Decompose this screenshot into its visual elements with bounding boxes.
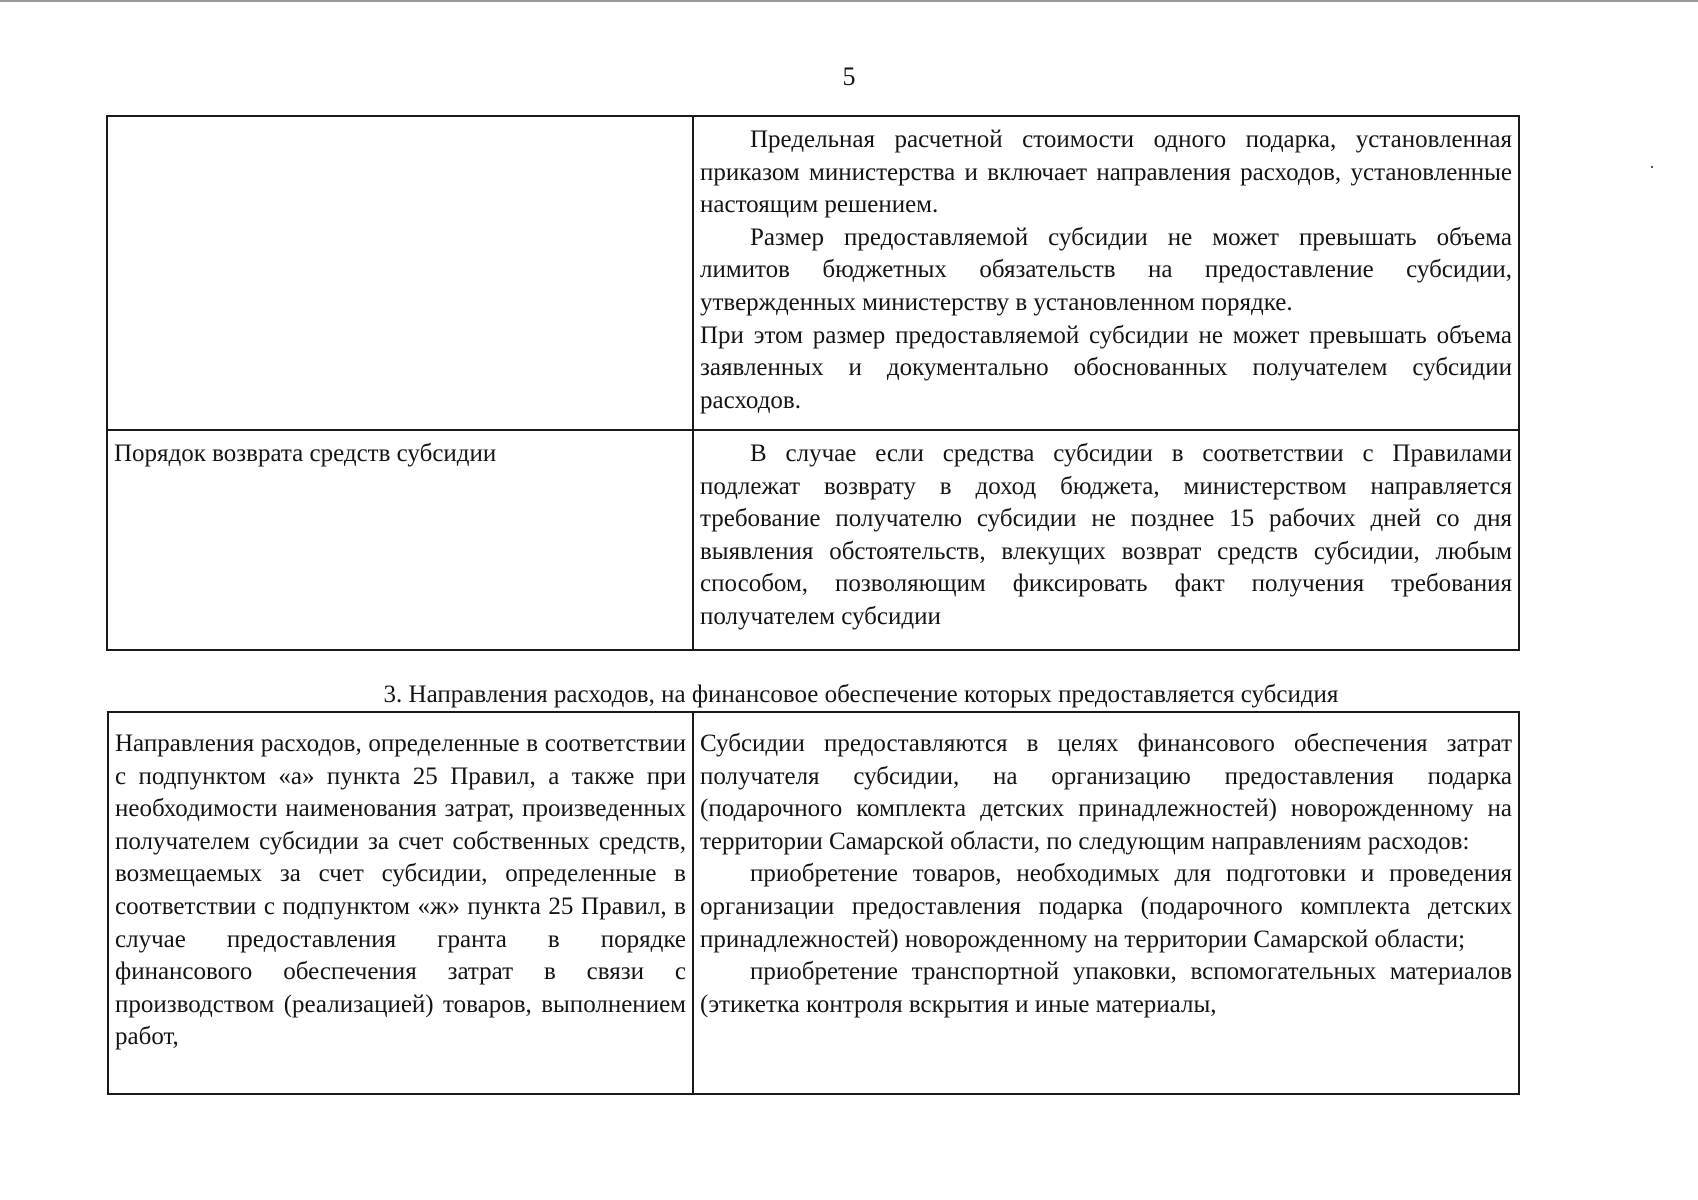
table-row	[107, 430, 1519, 650]
paragraph-subsidy-expenses: При этом размер предоставляемой субсидии не может превышать объема заявленных и документально обоснованных получателем субсидии расходов.	[700, 321, 1512, 414]
table-row	[108, 712, 1519, 1094]
section-title: 3. Направления расходов, на финансовое обеспечение которых предоставляется субсидия	[383, 681, 1339, 708]
expense-directions-table	[107, 711, 1520, 1095]
paragraph-goods-purchase: приобретение товаров, необходимых для подготовки и проведения организации предоставления подарка (подарочного комплекта детских принадлежностей) новорожденному на территории Самарской области;	[700, 860, 1512, 953]
row-label-empty	[107, 116, 693, 430]
refund-procedure-cell	[693, 430, 1519, 650]
conditions-table	[106, 115, 1520, 651]
subsidy-amount-cell	[693, 116, 1519, 430]
scan-speck	[1651, 166, 1653, 168]
row-label-refund-procedure: Порядок возврата средств субсидии	[107, 430, 693, 650]
paragraph-subsidy-limit: Размер предоставляемой субсидии не может превышать объема лимитов бюджетных обязательств на предоставление субсидии, утвержденных министерству в установленном порядке.	[700, 223, 1512, 316]
scan-top-edge	[0, 0, 1698, 2]
paragraph-max-gift-cost: Предельная расчетной стоимости одного подарка, установленная приказом министерства и включает направления расходов, установленные настоящим решением.	[700, 126, 1512, 219]
expense-directions-text: Направления расходов, определенные в соответствии с подпунктом «а» пункта 25 Правил, а также при необходимости наименования затрат, произведенных получателем субсидии за счет собственных средств, возмещаемых за счет субсидии, определенные в соответствии с подпунктом «ж» пункта 25 Правил, в случае предоставления гранта в порядке финансового обеспечения затрат в связи с производством (реализацией) товаров, выполнением работ,	[115, 730, 686, 1051]
table-row	[107, 116, 1519, 430]
expense-directions-label	[108, 712, 693, 1094]
paragraph-subsidy-purpose: Субсидии предоставляются в целях финансового обеспечения затрат получателя субсидии, на организацию предоставления подарка (подарочного комплекта детских принадлежностей) новорожденному на территории Самарской области, по следующим направлениям расходов:	[700, 730, 1512, 855]
page-number: 5	[842, 62, 856, 91]
paragraph-packaging-purchase: приобретение транспортной упаковки, вспомогательных материалов (этикетка контроля вскрытия и иные материалы,	[700, 958, 1512, 1018]
paragraph-refund-procedure: В случае если средства субсидии в соответствии с Правилами подлежат возврату в доход бюджета, министерством направляется требование получателю субсидии не позднее 15 рабочих дней со дня выявления обстоятельств, влекущих возврат средств субсидии, любым способом, позволяющим фиксировать факт получения требования получателем субсидии	[700, 440, 1512, 630]
expense-directions-content	[693, 712, 1519, 1094]
